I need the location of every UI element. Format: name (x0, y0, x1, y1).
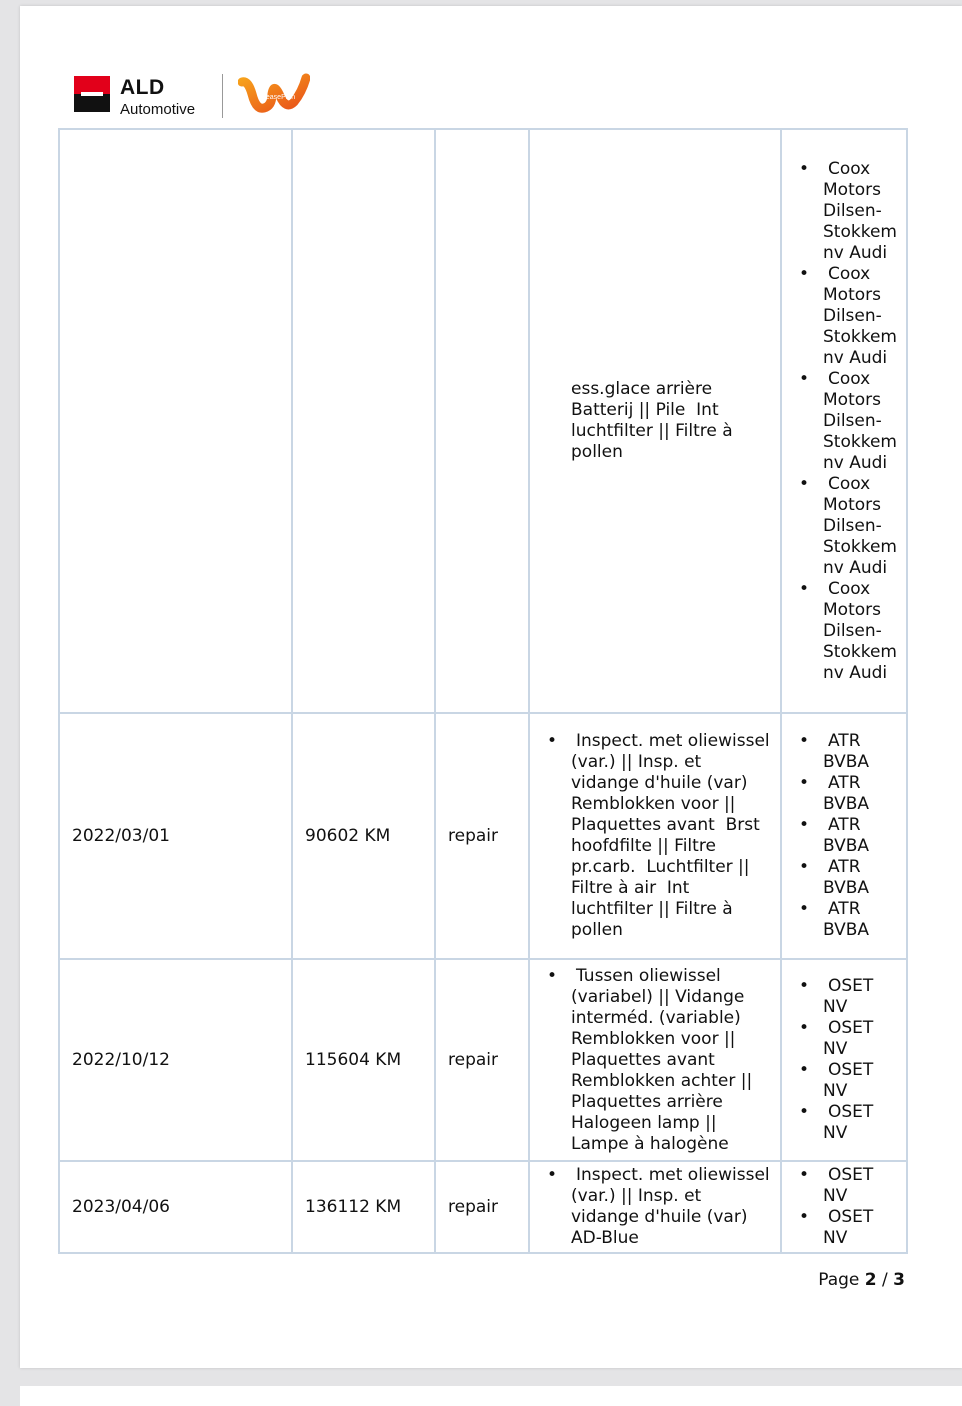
description-list (542, 966, 772, 1155)
list-item: • OSET NV (794, 976, 898, 1018)
mileage-cell: 115604 KM (292, 959, 435, 1161)
list-item: • OSET NV (794, 1102, 898, 1144)
type-cell (435, 129, 529, 713)
type-cell: repair (435, 713, 529, 959)
table-row (59, 1161, 907, 1253)
description-cell (529, 959, 781, 1161)
list-item: • OSET NV (794, 1060, 898, 1102)
table-row (59, 959, 907, 1161)
garage-cell (781, 959, 907, 1161)
next-page-edge (20, 1386, 962, 1406)
mileage-cell: 136112 KM (292, 1161, 435, 1253)
type-cell: repair (435, 1161, 529, 1253)
list-item: • OSET NV (794, 1018, 898, 1060)
list-item: • Coox Motors Dilsen-Stokkem nv Audi (794, 579, 898, 684)
table-row (59, 129, 907, 713)
mileage-cell (292, 129, 435, 713)
list-item: • Coox Motors Dilsen-Stokkem nv Audi (794, 474, 898, 579)
garage-cell (781, 1161, 907, 1253)
maintenance-history-table (58, 128, 908, 1254)
garage-cell (781, 129, 907, 713)
ald-automotive-logo (74, 74, 224, 122)
date-cell (59, 129, 292, 713)
list-item: • Coox Motors Dilsen-Stokkem nv Audi (794, 264, 898, 369)
table-row (59, 713, 907, 959)
ald-logo-name: ALD (120, 76, 165, 99)
description-list (542, 1165, 776, 1249)
garage-list (794, 159, 903, 684)
logo-divider (222, 74, 223, 118)
list-item: • ATR BVBA (794, 899, 898, 941)
page-total: 3 (893, 1270, 905, 1290)
list-item: • Inspect. met oliewissel (var.) || Insp. et vidange d'huile (var) AD-Blue (542, 1165, 772, 1249)
garage-cell (781, 713, 907, 959)
list-item: • Coox Motors Dilsen-Stokkem nv Audi (794, 159, 898, 264)
list-item: • OSET NV (794, 1207, 898, 1249)
list-item: • ATR BVBA (794, 731, 898, 773)
date-cell: 2022/10/12 (59, 959, 292, 1161)
date-cell: 2022/03/01 (59, 713, 292, 959)
ald-logo-subtitle: Automotive (120, 101, 196, 118)
list-item: • OSET NV (794, 1165, 898, 1207)
page-label: Page (818, 1270, 860, 1290)
description-cell (529, 129, 781, 713)
leaseplan-logo-icon (238, 72, 310, 122)
garage-list (794, 976, 898, 1144)
description-list (542, 731, 776, 941)
description-cell (529, 1161, 781, 1253)
date-cell: 2023/04/06 (59, 1161, 292, 1253)
list-item: • ATR BVBA (794, 815, 898, 857)
list-item: • Tussen oliewissel (variabel) || Vidange interméd. (variable) Remblokken voor || Plaquettes avant Remblokken achter || Plaquettes arrière Halogeen lamp || Lampe à halogène (542, 966, 772, 1155)
svg-text:LeasePlan: LeasePlan (262, 94, 296, 101)
page-separator: / (882, 1270, 888, 1290)
garage-list (794, 1165, 898, 1249)
list-item: • ATR BVBA (794, 773, 898, 815)
garage-list (794, 731, 898, 941)
ald-logo-mark-icon (74, 76, 110, 112)
description-cell (529, 713, 781, 959)
mileage-cell: 90602 KM (292, 713, 435, 959)
list-item: • Coox Motors Dilsen-Stokkem nv Audi (794, 369, 898, 474)
page-number (700, 1270, 905, 1290)
description-text: ess.glace arrière Batterij || Pile Int luchtfilter || Filtre à pollen (571, 378, 739, 462)
list-item: • ATR BVBA (794, 857, 898, 899)
page-current: 2 (864, 1270, 877, 1290)
type-cell: repair (435, 959, 529, 1161)
list-item: • Inspect. met oliewissel (var.) || Insp. et vidange d'huile (var) Remblokken voor || Plaquettes avant Brst hoofdfilte || Filtre pr.carb. Luchtfilter || Filtre à air Int luchtfilter || Filtre à pollen (542, 731, 772, 941)
